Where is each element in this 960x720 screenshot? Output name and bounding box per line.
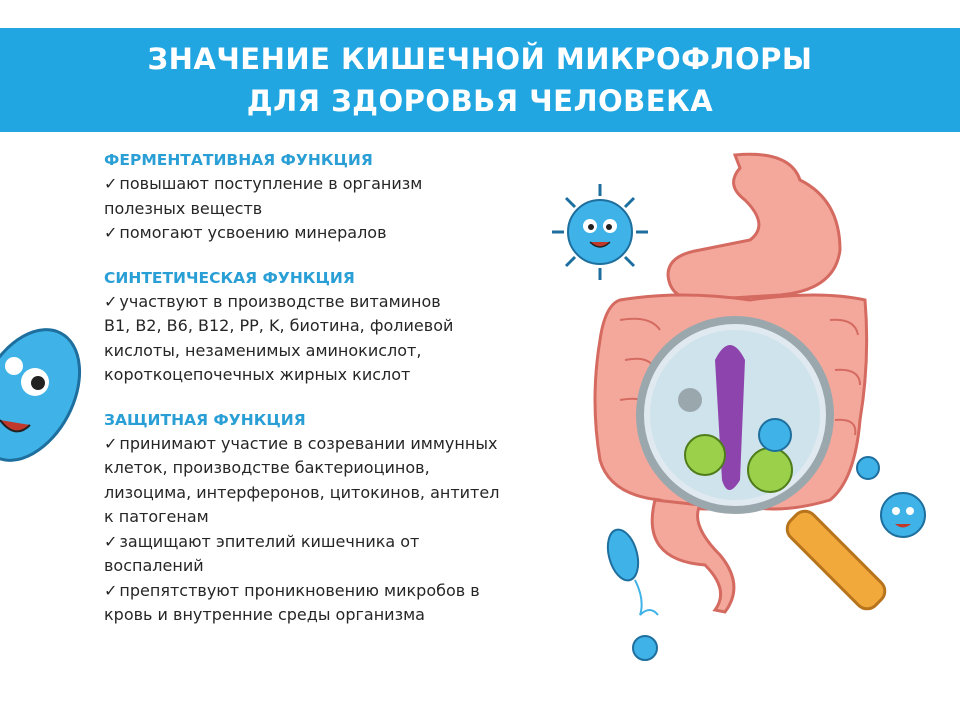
- list-item-continuation: лизоцима, интерферонов, цитокинов, антител: [104, 482, 500, 502]
- list-item: ✓ принимают участие в созревании иммунных: [104, 433, 498, 453]
- check-icon: ✓: [104, 580, 118, 600]
- check-icon: ✓: [104, 174, 118, 193]
- check-icon: ✓: [104, 433, 118, 453]
- magnifier-icon: [640, 320, 890, 614]
- bacterium-bottom-icon: [603, 526, 658, 615]
- list-item: ✓ защищают эпителий кишечника от: [104, 531, 420, 551]
- intestine-illustration: [595, 154, 867, 612]
- list-item-continuation: полезных веществ: [104, 198, 263, 218]
- section-heading: ФЕРМЕНТАТИВНАЯ ФУНКЦИЯ: [104, 151, 373, 169]
- list-item-continuation: короткоцепочечных жирных кислот: [104, 365, 411, 384]
- list-item-continuation: кислоты, незаменимых аминокислот,: [104, 340, 422, 360]
- page-title-line2: ДЛЯ ЗДОРОВЬЯ ЧЕЛОВЕКА: [246, 84, 714, 118]
- page-title-line1: ЗНАЧЕНИЕ КИШЕЧНОЙ МИКРОФЛОРЫ: [147, 42, 813, 76]
- virus-right-icon: [881, 493, 925, 537]
- section-synthetic: [104, 266, 534, 388]
- section-heading: ЗАЩИТНАЯ ФУНКЦИЯ: [104, 410, 306, 429]
- list-item-continuation: кровь и внутренние среды организма: [104, 605, 425, 624]
- virus-bottom-icon: [633, 636, 657, 660]
- list-item-continuation: B1, B2, B6, B12, PP, K, биотина, фолиевой: [104, 316, 454, 335]
- section-enzymatic: [104, 148, 534, 246]
- bacterium-left-icon: [0, 312, 101, 478]
- list-item: ✓ препятствуют проникновению микробов в: [104, 580, 480, 600]
- section-protective: [104, 408, 534, 628]
- check-icon: ✓: [104, 531, 118, 551]
- title-banner: [0, 28, 960, 132]
- list-item-continuation: клеток, производстве бактериоцинов,: [104, 458, 430, 477]
- virus-top-icon: [552, 184, 648, 280]
- list-item: ✓ помогают усвоению минералов: [104, 223, 387, 242]
- list-item-continuation: воспалений: [104, 556, 204, 575]
- list-item: ✓ повышают поступление в организм: [104, 174, 423, 193]
- virus-small-right-icon: [857, 457, 879, 479]
- check-icon: ✓: [104, 223, 118, 242]
- functions-list: [104, 148, 534, 648]
- section-heading: СИНТЕТИЧЕСКАЯ ФУНКЦИЯ: [104, 268, 355, 287]
- list-item-continuation: к патогенам: [104, 507, 209, 526]
- check-icon: ✓: [104, 291, 118, 311]
- list-item: ✓ участвуют в производстве витаминов: [104, 291, 441, 311]
